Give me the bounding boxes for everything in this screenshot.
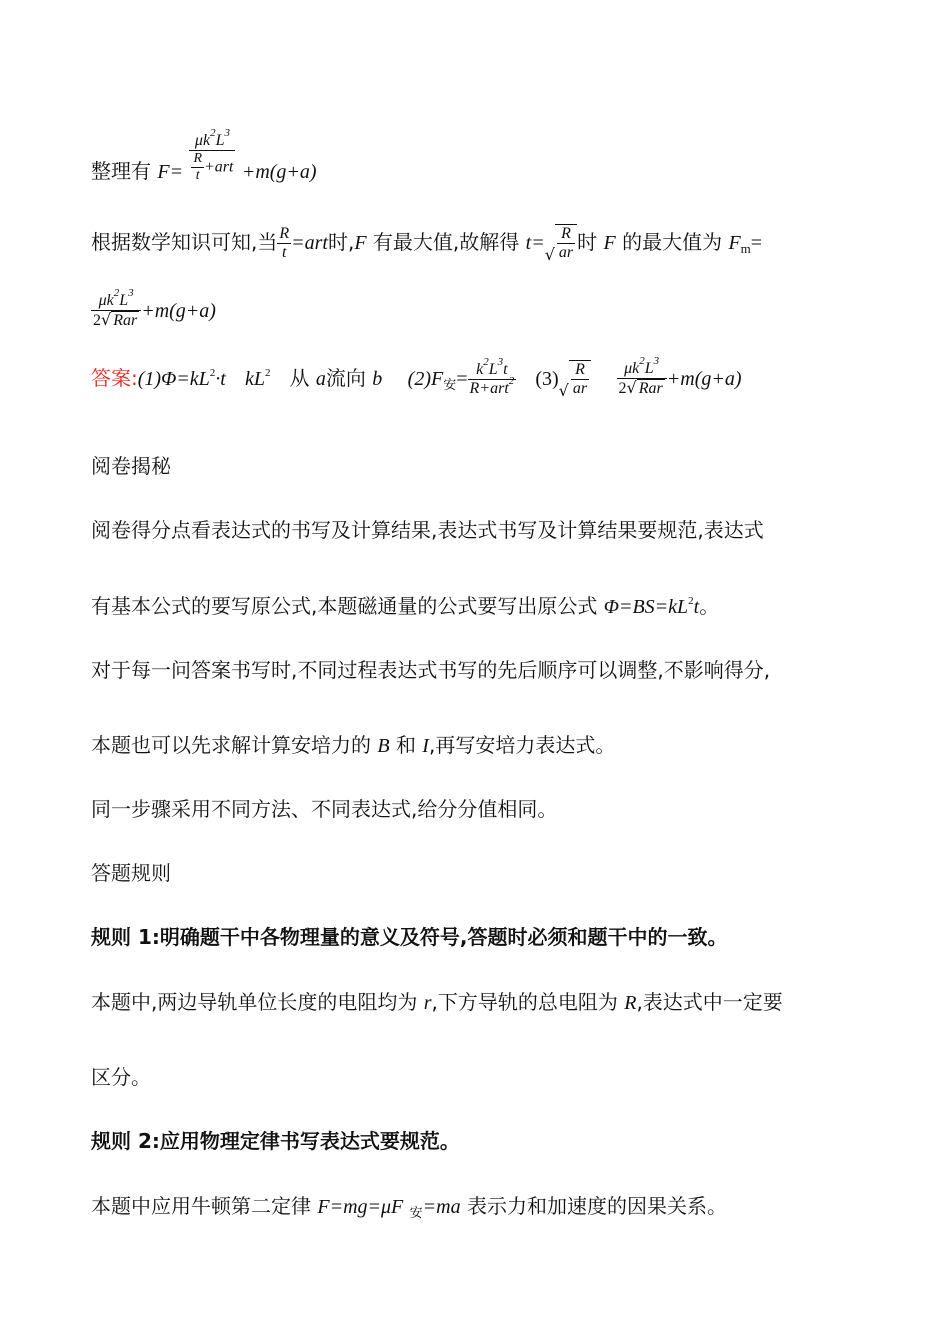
text-line-2 (91, 224, 762, 263)
text-segment: 本题中应用牛顿第二定律 (91, 1194, 311, 1218)
inner-den: t (195, 168, 200, 184)
denominator (468, 374, 517, 398)
num2: L (488, 360, 498, 378)
answer-part-1b: ·t (215, 367, 226, 390)
den: t (282, 243, 287, 261)
math-ma: =ma (422, 1196, 461, 1218)
radical-icon: √ (101, 310, 112, 330)
text-and: 和 (395, 733, 416, 757)
sup: 2 (483, 355, 489, 368)
math-r: r (423, 992, 432, 1014)
math-B: B (377, 735, 390, 757)
math-segment: =art (291, 231, 328, 254)
paragraph-3: 同一步骤采用不同方法、不同表达式,给分分值相同。 (91, 797, 558, 821)
eq-tail: +m(g+a) (141, 299, 216, 322)
den: R+art (469, 379, 509, 397)
rule-2-line-1 (91, 1192, 727, 1224)
text-segment: ,表达式中一定要 (636, 990, 783, 1014)
sup-2: 3 (224, 127, 230, 139)
numerator (617, 355, 667, 379)
answer-label: 答案 (91, 365, 131, 390)
sqrt-R-over-ar (559, 360, 591, 399)
eq-tail: +m(g+a) (666, 367, 742, 390)
num: μk (624, 360, 640, 377)
math-a: a (315, 367, 326, 390)
sup: 2 (113, 287, 120, 299)
fraction-F-an (468, 355, 517, 399)
sup: 2 (209, 366, 216, 379)
subscript-an: 安 (409, 1206, 423, 1221)
num-text-2: L (215, 132, 225, 149)
paragraph-1-line-2 (91, 592, 719, 624)
fraction-numerator (189, 127, 235, 151)
num: k (476, 360, 484, 378)
den: ar (558, 244, 574, 262)
denominator (617, 379, 667, 398)
math-R: R (624, 992, 637, 1014)
paragraph-2-line-2 (91, 731, 615, 760)
text-segment: 的最大值为 (622, 229, 723, 254)
answer-part-1: (1)Φ=kL (137, 367, 210, 390)
radicand (569, 360, 591, 399)
den-coef: 2 (618, 380, 627, 398)
fraction-F (189, 127, 235, 185)
text-segment: 时 (577, 229, 598, 254)
text-segment: 有基本公式的要写原公式,本题磁通量的公式要写出原公式 (91, 594, 598, 618)
math-b: b (372, 367, 383, 390)
fraction (557, 225, 575, 263)
answer-line (91, 355, 742, 400)
equation-line-3 (91, 287, 216, 331)
sup: 2 (210, 127, 216, 139)
text-segment: 本题也可以先求解计算安培力的 (91, 733, 371, 757)
math-F-m: F (728, 231, 741, 254)
rule-1-line-2: 区分。 (91, 1065, 151, 1089)
num: R (571, 361, 589, 380)
subscript-m: m (740, 240, 751, 256)
radicand: Rar (638, 380, 663, 398)
sup: 2 (688, 595, 694, 607)
math-t: t (693, 596, 700, 618)
num-text: μk (194, 132, 211, 149)
denominator (91, 311, 141, 330)
equals: = (750, 231, 763, 254)
text-segment: 有最大值,故解得 (372, 229, 520, 254)
num: R (277, 225, 291, 244)
num2: L (119, 292, 129, 309)
period: 。 (699, 594, 720, 618)
num3: t (503, 360, 508, 378)
equals: = (456, 367, 468, 390)
sup2: 3 (497, 355, 504, 368)
fraction-denominator (189, 151, 235, 184)
sup2: 3 (128, 287, 134, 299)
eq-lhs: F= (157, 160, 184, 183)
text-flow: 流向 (325, 365, 366, 390)
text-zhengli: 整理有 (91, 158, 151, 183)
radical-icon: √ (626, 378, 637, 398)
num: μk (98, 292, 114, 309)
num: R (557, 225, 575, 244)
fraction (571, 361, 589, 399)
text-segment: ,再写安培力表达式。 (428, 733, 616, 757)
rule-2-heading: 规则 2:应用物理定律书写表达式要规范。 (91, 1129, 460, 1153)
fraction-Fm (91, 287, 141, 331)
den-coef: 2 (93, 312, 101, 330)
answer-part-2: (2)F (407, 367, 444, 390)
equation-line-1 (91, 127, 317, 184)
den: ar (572, 380, 588, 398)
text-segment: 时, (327, 229, 355, 254)
num2: L (644, 360, 654, 377)
sup: 2 (508, 374, 515, 387)
inner-fraction (191, 151, 204, 184)
radicand: Rar (113, 312, 138, 330)
radical-icon: √ (544, 244, 555, 264)
paragraph-2-line-1: 对于每一问答案书写时,不同过程表达式书写的先后顺序可以调整,不影响得分, (91, 658, 771, 682)
section-title-yuejuan: 阅卷揭秘 (91, 454, 171, 478)
numerator (91, 287, 141, 311)
math-t: t= (525, 231, 545, 254)
paragraph-1-line-1: 阅卷得分点看表达式的书写及计算结果,表达式书写及计算结果要规范,表达式 (91, 518, 764, 542)
den-rest: +art (204, 158, 234, 176)
math-F: F (354, 231, 367, 254)
math-newton: F=mg=μF (317, 1196, 404, 1218)
sup2: 3 (653, 355, 660, 367)
sqrt-R-over-ar (545, 224, 577, 263)
rule-1-heading: 规则 1:明确题干中各物理量的意义及符号,答题时必须和题干中的一致。 (91, 925, 728, 949)
text-segment: 表示力和加速度的因果关系。 (466, 1194, 727, 1218)
text-segment: ,下方导轨的总电阻为 (431, 990, 618, 1014)
radicand (555, 224, 577, 263)
math-flux: Φ=BS=kL (603, 596, 689, 618)
fraction-Fm-answer (617, 355, 667, 399)
math-F: F (603, 231, 616, 254)
eq-tail: +m(g+a) (241, 160, 317, 183)
text-segment: 本题中,两边导轨单位长度的电阻均为 (91, 990, 418, 1014)
inner-num: R (191, 151, 204, 168)
answer-part-3: (3) (535, 367, 559, 390)
section-title-datiguize: 答题规则 (91, 861, 171, 885)
text-segment: 根据数学知识可知,当 (91, 229, 278, 254)
math-I: I (422, 735, 429, 757)
fraction-R-over-t (277, 225, 291, 263)
answer-part-1c: kL (244, 367, 265, 390)
rule-1-line-1 (91, 988, 783, 1017)
sup: 2 (264, 366, 271, 379)
sup: 2 (639, 355, 645, 367)
text-from: 从 (289, 365, 310, 390)
answer-colon: : (131, 365, 138, 390)
subscript-an: 安 (443, 377, 457, 393)
radical-icon: √ (558, 380, 569, 400)
